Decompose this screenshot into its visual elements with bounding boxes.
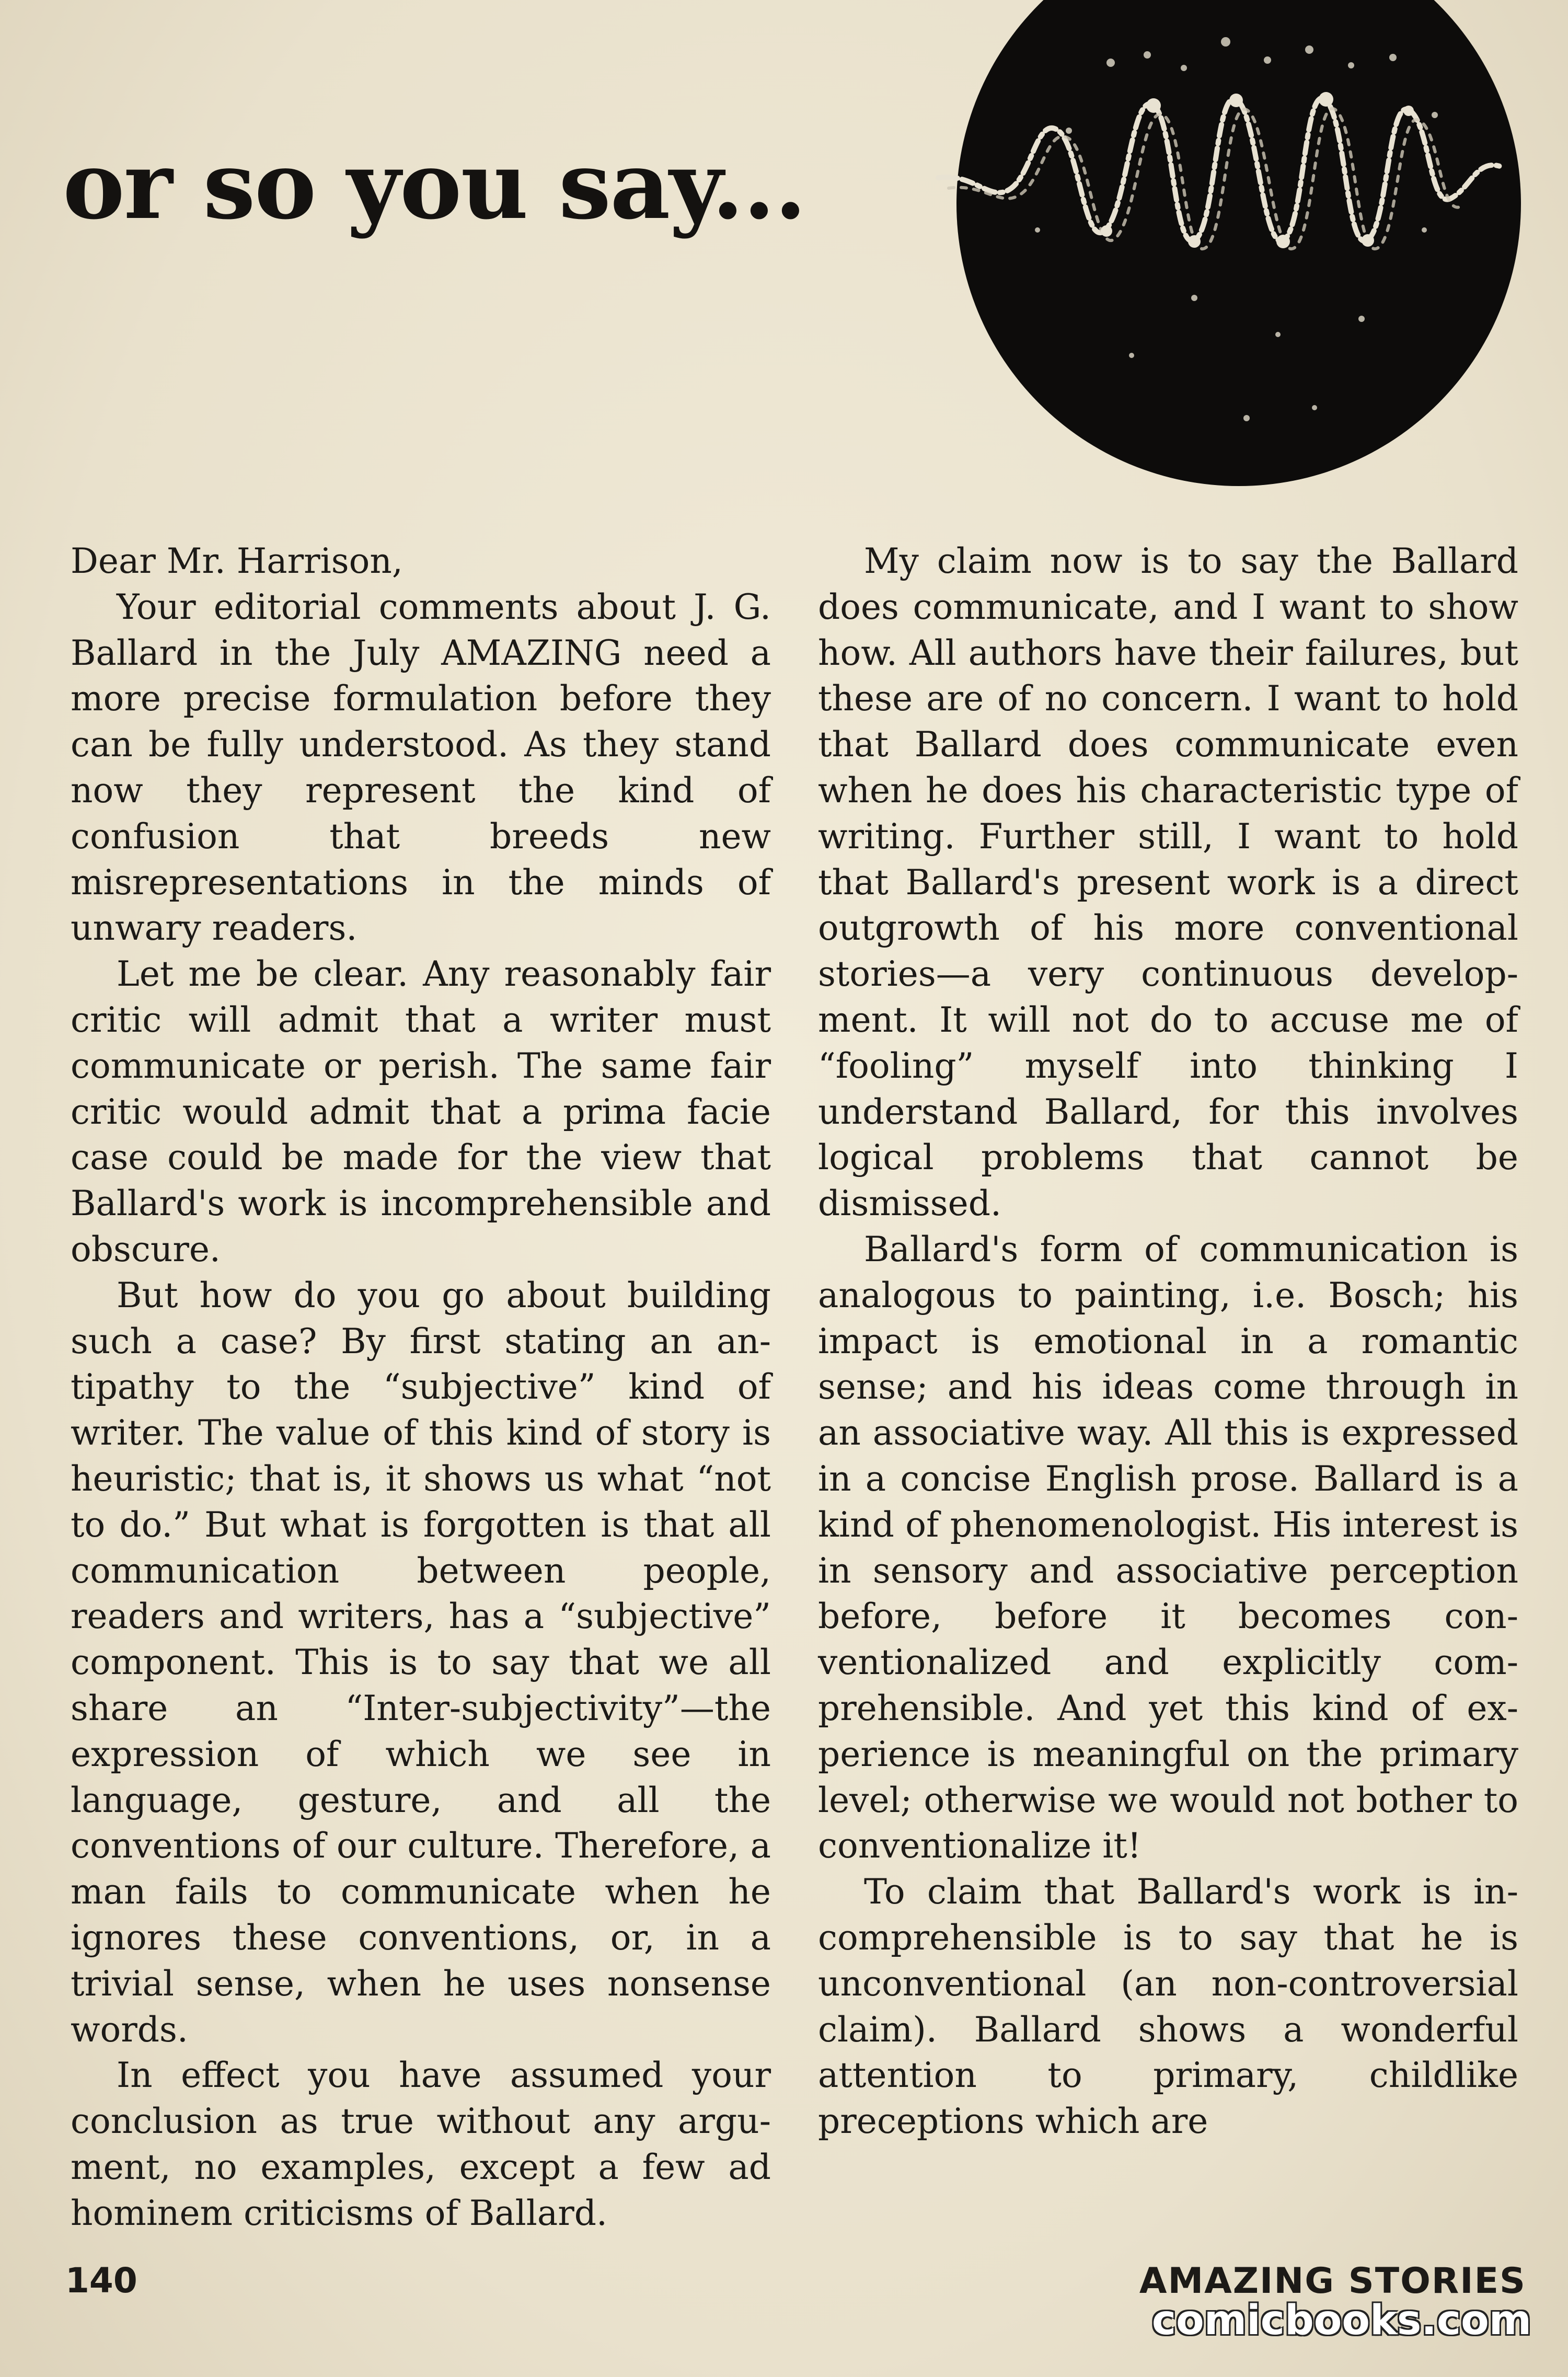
paragraph: Ballard's form of communication is analogous to painting, i.e. Bosch; his impact is emotional in a romantic sense; and his ideas come through in an associative way. All this is expressed in a concise English prose. Ballard is a kind of phenomenologist. His interest is in sensory and associative perception before, before it becomes conventionalized and explicitly comprehensible. And yet this kind of experience is meaningful on the primary level; otherwise we would not bother to conventionalize it!: [818, 1229, 1518, 1866]
paragraph: In effect you have assumed your conclusion as true without any argument, no examples, except a few ad hominem criticisms of Ballard.: [71, 2055, 771, 2233]
paragraph: My claim now is to say the Ballard does communicate, and I want to show how. All authors have their failures, but these are of no concern. I want to hold that Ballard does communicate even when he does his characteristic type of writing. Further still, I want to hold that Ballard's present work is a direct outgrowth of his more conventional stories—a very continuous development. It will not do to accuse me of “fooling” myself into thinking I understand Ballard, for this involves logical problems that cannot be dismissed.: [818, 541, 1518, 1224]
paragraph: But how do you go about building such a case? By first stating an antipathy to the “subjective” kind of writer. The value of this kind of story is heuristic; that is, it shows us what “not to do.” But what is forgotten is that all communication between people, readers and writers, has a “subjective” component. This is to say that we all share an “Inter-subjectivity”—the expression of which we see in language, gesture, and all the conventions of our culture. Therefore, a man fails to communicate when he ignores these conventions, or, in a trivial sense, when he uses nonsense words.: [71, 1275, 771, 2050]
paragraph: To claim that Ballard's work is incomprehensible is to say that he is unconventional (an non-controversial claim). Ballard shows a wonderful attention to primary, childlike preceptions which are: [818, 1872, 1518, 2142]
letter-right-column: [818, 538, 1518, 2144]
page-number: 140: [65, 2260, 137, 2301]
paragraph: Let me be clear. Any reasonably fair critic will admit that a writer must communicate or perish. The same fair critic would admit that a prima facie case could be made for the view that Ballard's work is incomprehensible and obscure.: [71, 954, 771, 1270]
oscilloscope-emblem-icon: [912, 0, 1555, 512]
paragraph: Your editorial comments about J. G. Ballard in the July AMAZING need a more precise formulation before they can be fully understood. As they stand now they represent the kind of confusion that breeds new misrepresentations in the minds of unwary readers.: [71, 586, 771, 949]
source-watermark: comicbooks.com: [1151, 2297, 1531, 2344]
magazine-name: AMAZING STORIES: [1139, 2260, 1526, 2302]
salutation: Dear Mr. Harrison,: [71, 541, 403, 581]
letter-left-column: [71, 538, 771, 2236]
page-title: or so you say...: [63, 131, 806, 240]
